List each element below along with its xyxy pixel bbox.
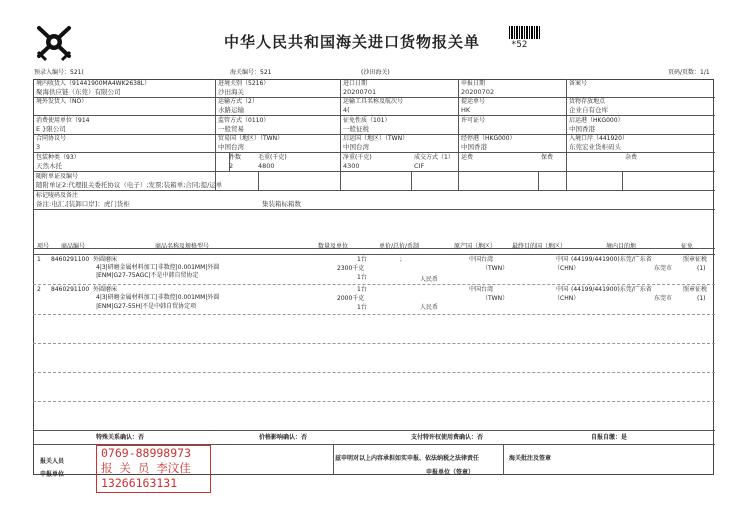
- attached-docs-label: 随附单证及编号: [36, 173, 79, 180]
- packaging-value: 天然木托: [36, 162, 62, 170]
- trade-country-label: 贸易国（地区）（TWN）: [218, 135, 284, 142]
- col-dest: 境内目的地: [606, 243, 637, 250]
- royalty-confirm: 支付特许权使用费确认：否: [411, 434, 484, 441]
- vessel-value: 4(: [343, 106, 350, 114]
- item-dest-city: 东莞市: [654, 295, 673, 302]
- misc-fee-label: 杂费: [625, 154, 638, 161]
- item-spec: 4|3|研磨金属材料加工|非数控|0.001MM|外圆: [96, 264, 220, 271]
- col-final: 最终目的国（地区）: [512, 243, 567, 250]
- bill-of-lading-label: 提运单号: [461, 98, 486, 105]
- attached-docs-value: 随附单证2:代理报关委托协议（电子）;发票;装箱单;合同;提/运单: [36, 181, 223, 189]
- supervision-value: 一般贸易: [218, 125, 244, 133]
- packaging-label: 包装种类（93）: [36, 154, 80, 161]
- item-name: 外圆磨床: [93, 256, 118, 263]
- departure-country-value: 中国台湾: [343, 143, 369, 151]
- item-final: 中国: [556, 286, 569, 293]
- entry-port-value: 沙田海关: [218, 88, 244, 96]
- item-qty-1: 1台: [357, 256, 367, 263]
- storage-value: 企业自有仓库: [569, 106, 608, 114]
- departure-port-value: 中国香港: [569, 125, 595, 133]
- legal-statement: 兹申明对以上内容承担如实申报、依法纳税之法律责任: [335, 455, 480, 462]
- filing-number-label: 备案号: [569, 80, 588, 87]
- customs-emblem-icon: [33, 22, 75, 62]
- col-name: 商品名称及规格型号: [155, 243, 210, 250]
- consignee-value: 聚海供应链（东莞）有限公司: [36, 88, 121, 96]
- item-dest: (44199/441900)东莞/广东省: [571, 256, 652, 263]
- price-influence-confirm: 价格影响确认：否: [259, 434, 308, 441]
- declarant-label: 报关人员: [40, 458, 65, 465]
- page-count: 页码/页数：1/1: [668, 69, 710, 76]
- col-levy: 征免: [681, 243, 694, 250]
- customs-number: 海关编号：521: [230, 69, 272, 76]
- item-origin: 中国台湾: [469, 286, 494, 293]
- trade-terms-value: CIF: [414, 162, 425, 170]
- item-levy-code: (1): [697, 265, 706, 272]
- departure-country-label: 启运国（地区）（TWN）: [343, 135, 409, 142]
- col-qty: 数量及单位: [318, 243, 349, 250]
- entry-point-value: 东莞宏业货柜码头: [569, 143, 621, 151]
- consignee-label: 境内收货人（91441900MA4WK2638L）: [36, 80, 151, 87]
- levy-nature-label: 征免性质（101）: [343, 117, 391, 124]
- bill-of-lading-value: HK: [461, 106, 471, 114]
- item-price: ;: [400, 256, 403, 263]
- transport-mode-value: 水路运输: [218, 106, 244, 114]
- form-title: 中华人民共和国海关进口货物报关单: [224, 33, 481, 51]
- pieces-value: 2: [229, 162, 234, 170]
- declare-date-value: 20200702: [461, 88, 495, 96]
- item-final-code: （CHN）: [554, 295, 580, 302]
- item-final-code: （CHN）: [554, 265, 580, 272]
- col-price: 单价/总价/币制: [379, 243, 420, 250]
- vessel-label: 运输工具名称及航次号: [343, 98, 404, 105]
- item-qty-2: 2300千克: [337, 265, 365, 272]
- barcode-number: *52: [511, 40, 528, 50]
- stamp-name: 报 关 员 李汶佳: [101, 461, 191, 475]
- item-qty-2: 2000千克: [337, 295, 365, 302]
- transit-port-label: 经停港（HKG000）: [461, 135, 516, 142]
- container-count: 集装箱标箱数: [262, 200, 301, 208]
- item-dest: (44199/441900)东莞/广东省: [571, 286, 652, 293]
- consumer-unit-label: 消费使用单位（914: [36, 117, 90, 124]
- insurance-label: 保费: [541, 154, 554, 161]
- contract-value: 3: [36, 143, 41, 151]
- import-date-value: 20200701: [343, 88, 377, 96]
- item-qty-3: 1台: [357, 274, 367, 281]
- item-dest-city: 东莞市: [654, 265, 673, 272]
- pieces-label: 件数: [229, 154, 242, 161]
- declaring-unit-label: 申报单位: [40, 471, 65, 478]
- declare-date-label: 申报日期: [461, 80, 486, 87]
- entry-port-label: 进境关别（5216）: [218, 80, 270, 87]
- customs-annotation-label: 海关批注及签章: [509, 455, 552, 462]
- trade-terms-label: 成交方式（1）: [414, 154, 454, 161]
- entry-point-label: 入境口岸（441920）: [569, 135, 628, 142]
- item-qty-3: 1台: [357, 304, 367, 311]
- item-currency: 人民币: [420, 304, 439, 311]
- item-spec: 4|3|研磨金属材料加工|非数控|0.001MM|外圆: [96, 294, 220, 301]
- col-origin: 原产国（地区）: [454, 243, 497, 250]
- item-origin-code: （TWN）: [482, 295, 509, 302]
- item-origin: 中国台湾: [469, 256, 494, 263]
- special-relation-confirm: 特殊关系确认：否: [96, 434, 145, 441]
- gross-weight-label: 毛重(千克): [258, 154, 287, 161]
- item-no: 2: [37, 286, 41, 293]
- item-levy-code: (1): [697, 295, 706, 302]
- item-name: 外圆磨床: [93, 286, 118, 293]
- col-no: 项号: [37, 243, 50, 250]
- col-code: 商品编号: [61, 243, 86, 250]
- trade-country-value: 中国台湾: [218, 143, 244, 151]
- storage-label: 货物存放地点: [569, 98, 606, 105]
- freight-label: 运费: [461, 154, 474, 161]
- license-label: 许可证号: [461, 117, 486, 124]
- marks-value: 备注:电汇,[装卸口岸]：虎门货柜: [36, 200, 130, 208]
- net-weight-label: 净重(千克): [343, 154, 372, 161]
- stamp-phone: 0769-88998973: [101, 446, 192, 460]
- marks-label: 标记唛码及备注: [36, 192, 79, 199]
- levy-nature-value: 一般征税: [343, 125, 369, 133]
- contract-label: 合同协议号: [36, 135, 67, 142]
- item-levy: 照章征税: [683, 256, 708, 263]
- customs-office: (沙田海关): [361, 69, 390, 76]
- item-code: 8460291100: [51, 286, 90, 293]
- item-levy: 照章征税: [683, 286, 708, 293]
- declarant-stamp: [96, 445, 211, 493]
- preentry-number: 预录入编号：521(: [34, 69, 84, 76]
- item-currency: 人民币: [420, 276, 439, 283]
- transport-mode-label: 运输方式（2）: [218, 98, 258, 105]
- supervision-label: 监管方式（0110）: [218, 117, 270, 124]
- transit-port-value: 中国香港: [461, 143, 487, 151]
- unit-seal-label: 申报单位（签章）: [426, 469, 475, 476]
- item-final: 中国: [556, 256, 569, 263]
- item-origin-code: （TWN）: [482, 265, 509, 272]
- consumer-unit-value: E }限公司: [36, 125, 66, 133]
- item-model: |ENM|G27-75AGC|不是中韩自贸协定: [96, 272, 199, 279]
- self-report-confirm: 自报自缴：是: [591, 434, 628, 441]
- item-no: 1: [37, 256, 41, 263]
- item-qty-1: 1台: [357, 286, 367, 293]
- gross-weight-value: 4800: [258, 162, 275, 170]
- stamp-mobile: 13266163131: [101, 476, 178, 490]
- import-date-label: 进口日期: [343, 80, 368, 87]
- departure-port-label: 启运港（HKG000）: [569, 117, 624, 124]
- net-weight-value: 4300: [343, 162, 360, 170]
- item-code: 8460291100: [51, 256, 90, 263]
- barcode-icon: [509, 26, 541, 39]
- item-model: |ENM|G27-55H|不是中韩自贸协定项: [96, 303, 197, 310]
- shipper-label: 境外发货人（NO）: [36, 98, 88, 105]
